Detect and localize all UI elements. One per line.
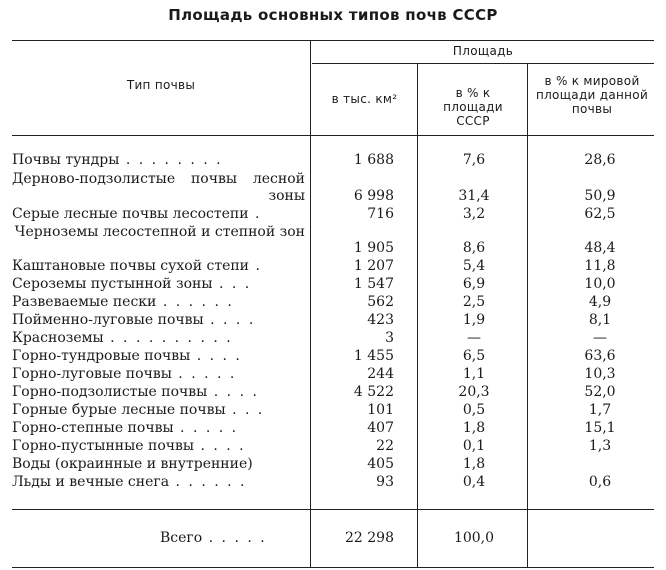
row-name: Черноземы лесостепной и степной зон [14,224,305,240]
table-title: Площадь основных типов почв СССР [168,6,498,24]
row-name: Горно-подзолистые почвы . . . . [12,384,259,400]
row-pct-world: 62,5 [584,206,616,222]
row-pct-ussr: 7,6 [462,152,486,168]
row-km: 1 547 [353,276,394,292]
row-pct-world: 50,9 [584,188,616,204]
row-name: Серые лесные почвы лесостепи . [12,206,262,222]
row-pct-ussr: 6,9 [462,276,486,292]
row-pct-world: 8,1 [588,312,612,328]
row-km: 405 [367,456,394,472]
row-name: Горно-луговые почвы . . . . . [12,366,237,382]
row-km: 407 [367,420,394,436]
row-km: 22 [376,438,394,454]
row-km: 101 [367,402,394,418]
row-name: Развеваемые пески . . . . . . [12,294,234,310]
row-name: Горно-пустынные почвы . . . . [12,438,246,454]
row-pct-ussr: 0,1 [462,438,486,454]
header-pct-ussr: в % к площади СССР [443,86,503,128]
row-pct-world: 4,9 [588,294,612,310]
bottom-rule [12,567,654,568]
row-pct-ussr: 0,5 [462,402,486,418]
col-divider-2 [417,63,418,568]
row-name: Воды (окраинные и внутренние) [12,456,253,472]
row-km: 4 522 [353,384,394,400]
row-pct-ussr: 20,3 [458,384,490,400]
row-pct-ussr: 1,9 [462,312,486,328]
row-name: Пойменно-луговые почвы . . . . [12,312,256,328]
row-km: 3 [385,330,394,346]
row-pct-ussr: 31,4 [458,188,490,204]
row-pct-world: 1,3 [588,438,612,454]
row-pct-ussr: 5,4 [462,258,486,274]
row-km: 423 [367,312,394,328]
row-pct-world: 48,4 [584,240,616,256]
row-pct-ussr: 8,6 [462,240,486,256]
row-name: Горные бурые лесные почвы . . . [12,402,265,418]
row-pct-ussr: 1,1 [462,366,486,382]
row-name: Сероземы пустынной зоны . . . [12,276,252,292]
row-km: 244 [367,366,394,382]
row-pct-ussr: 6,5 [462,348,486,364]
row-pct-world: 52,0 [584,384,616,400]
area-subheader-rule [312,63,654,64]
total-top-rule [12,509,654,510]
row-pct-ussr: 2,5 [462,294,486,310]
row-name: Горно-тундровые почвы . . . . [12,348,242,364]
total-pct: 100,0 [453,530,495,546]
row-pct-world: 10,0 [584,276,616,292]
total-km: 22 298 [345,530,394,546]
row-pct-ussr: 1,8 [462,420,486,436]
row-km: 716 [367,206,394,222]
row-pct-world: 10,3 [584,366,616,382]
total-label: Всего . . . . . [160,530,267,546]
row-km: 1 455 [353,348,394,364]
top-rule [12,40,654,41]
row-km: 1 688 [353,152,394,168]
row-name: Красноземы . . . . . . . . . . [12,330,233,346]
row-pct-world: 63,6 [584,348,616,364]
row-pct-ussr: 3,2 [462,206,486,222]
row-km: 6 998 [353,188,394,204]
row-name: Горно-степные почвы . . . . . [12,420,239,436]
row-name: Дерново-подзолистые почвы лесной зоны [12,171,305,204]
row-name: Каштановые почвы сухой степи . [12,258,262,274]
row-pct-world: 15,1 [584,420,616,436]
row-pct-ussr: — [467,330,481,346]
row-pct-ussr: 0,4 [462,474,486,490]
row-pct-world: 0,6 [588,474,612,490]
header-soil-type: Тип почвы [126,78,196,92]
header-bottom-rule [12,135,654,136]
row-km: 562 [367,294,394,310]
row-pct-world: 11,8 [584,258,616,274]
header-area: Площадь [452,44,514,58]
header-pct-world: в % к мировой площади данной почвы [535,74,649,116]
row-pct-world: 28,6 [584,152,616,168]
row-km: 1 905 [353,240,394,256]
row-name: Льды и вечные снега . . . . . . [12,474,247,490]
header-thousand-km: в тыс. км² [331,92,398,106]
row-km: 1 207 [353,258,394,274]
row-pct-ussr: 1,8 [462,456,486,472]
row-pct-world: 1,7 [588,402,612,418]
row-km: 93 [376,474,394,490]
row-pct-world: — [593,330,607,346]
row-name: Почвы тундры . . . . . . . . [12,152,223,168]
